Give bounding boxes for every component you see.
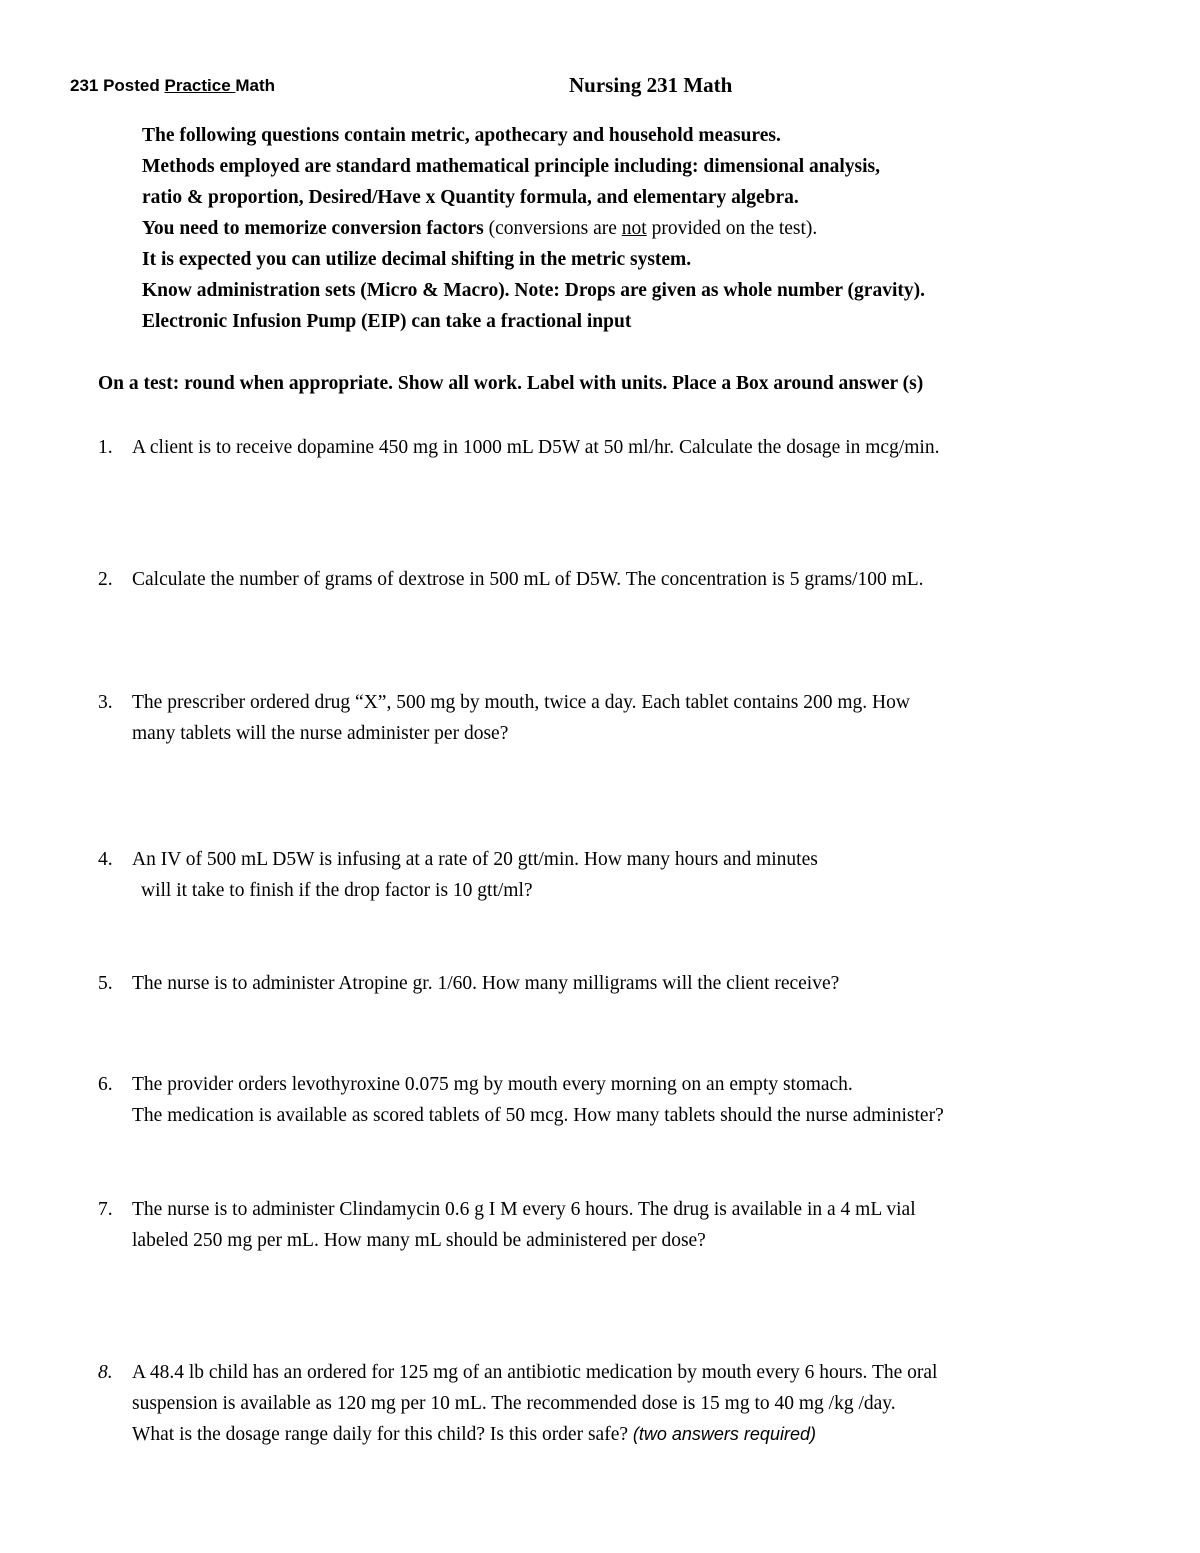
intro-line-6: Know administration sets (Micro & Macro). Note: Drops are given as whole number (gravity).: [142, 280, 925, 301]
question-text: The nurse is to administer Atropine gr. 1/60. How many milligrams will the client receive?: [132, 973, 840, 994]
question-text-cont-a: What is the dosage range daily for this child? Is this order safe?: [132, 1424, 633, 1445]
intro-line-4: [142, 218, 817, 240]
test-instructions: On a test: round when appropriate. Show all work. Label with units. Place a Box around answer (s): [98, 373, 924, 394]
question-text: The provider orders levothyroxine 0.075 mg by mouth every morning on an empty stomach.: [132, 1074, 853, 1095]
header-left-part3: Math: [235, 76, 276, 95]
intro-line-2: Methods employed are standard mathematical principle including: dimensional analysis,: [142, 156, 880, 177]
intro-line-4-underlined: not: [621, 218, 647, 239]
intro-line-4-a: (conversions are: [483, 218, 622, 239]
question-text-cont: The medication is available as scored tablets of 50 mcg. How many tablets should the nurse administer?: [132, 1105, 944, 1126]
answer-note: (two answers required): [632, 1424, 816, 1444]
question-text: The nurse is to administer Clindamycin 0.6 g I M every 6 hours. The drug is available in a 4 mL vial: [132, 1199, 916, 1220]
intro-line-5: It is expected you can utilize decimal shifting in the metric system.: [142, 249, 692, 270]
question-number: 8.: [98, 1362, 113, 1383]
intro-line-4-bold: You need to memorize conversion factors: [142, 218, 484, 239]
question-text-cont: many tablets will the nurse administer per dose?: [132, 723, 509, 744]
intro-line-3: ratio & proportion, Desired/Have x Quantity formula, and elementary algebra.: [142, 187, 799, 208]
intro-line-4-b: provided on the test).: [646, 218, 818, 239]
question-number: 1.: [98, 437, 113, 458]
question-text-cont: labeled 250 mg per mL. How many mL should be administered per dose?: [132, 1230, 706, 1251]
question-text: Calculate the number of grams of dextrose in 500 mL of D5W. The concentration is 5 grams/100 mL.: [132, 569, 924, 590]
header-left: [70, 76, 275, 96]
question-text: The prescriber ordered drug “X”, 500 mg by mouth, twice a day. Each tablet contains 200 mg. How: [132, 692, 910, 713]
question-text: A client is to receive dopamine 450 mg in 1000 mL D5W at 50 ml/hr. Calculate the dosage in mcg/min.: [132, 437, 940, 458]
question-text-cont: suspension is available as 120 mg per 10 mL. The recommended dose is 15 mg to 40 mg /kg /day.: [132, 1393, 896, 1414]
question-text: An IV of 500 mL D5W is infusing at a rate of 20 gtt/min. How many hours and minutes: [132, 849, 818, 870]
header-left-underlined: Practice: [164, 76, 236, 95]
question-text-cont: [132, 1424, 816, 1446]
intro-line-7: Electronic Infusion Pump (EIP) can take a fractional input: [142, 311, 632, 332]
question-number: 7.: [98, 1199, 113, 1220]
header-left-part1: 231 Posted: [70, 76, 165, 95]
page-title: Nursing 231 Math: [569, 73, 733, 97]
question-text-cont: will it take to finish if the drop factor is 10 gtt/ml?: [141, 880, 533, 901]
intro-line-1: The following questions contain metric, apothecary and household measures.: [142, 125, 781, 146]
question-number: 5.: [98, 973, 113, 994]
question-number: 2.: [98, 569, 113, 590]
question-number: 3.: [98, 692, 113, 713]
question-number: 6.: [98, 1074, 113, 1095]
question-number: 4.: [98, 849, 113, 870]
question-text: A 48.4 lb child has an ordered for 125 mg of an antibiotic medication by mouth every 6 hours. The oral: [132, 1362, 938, 1383]
